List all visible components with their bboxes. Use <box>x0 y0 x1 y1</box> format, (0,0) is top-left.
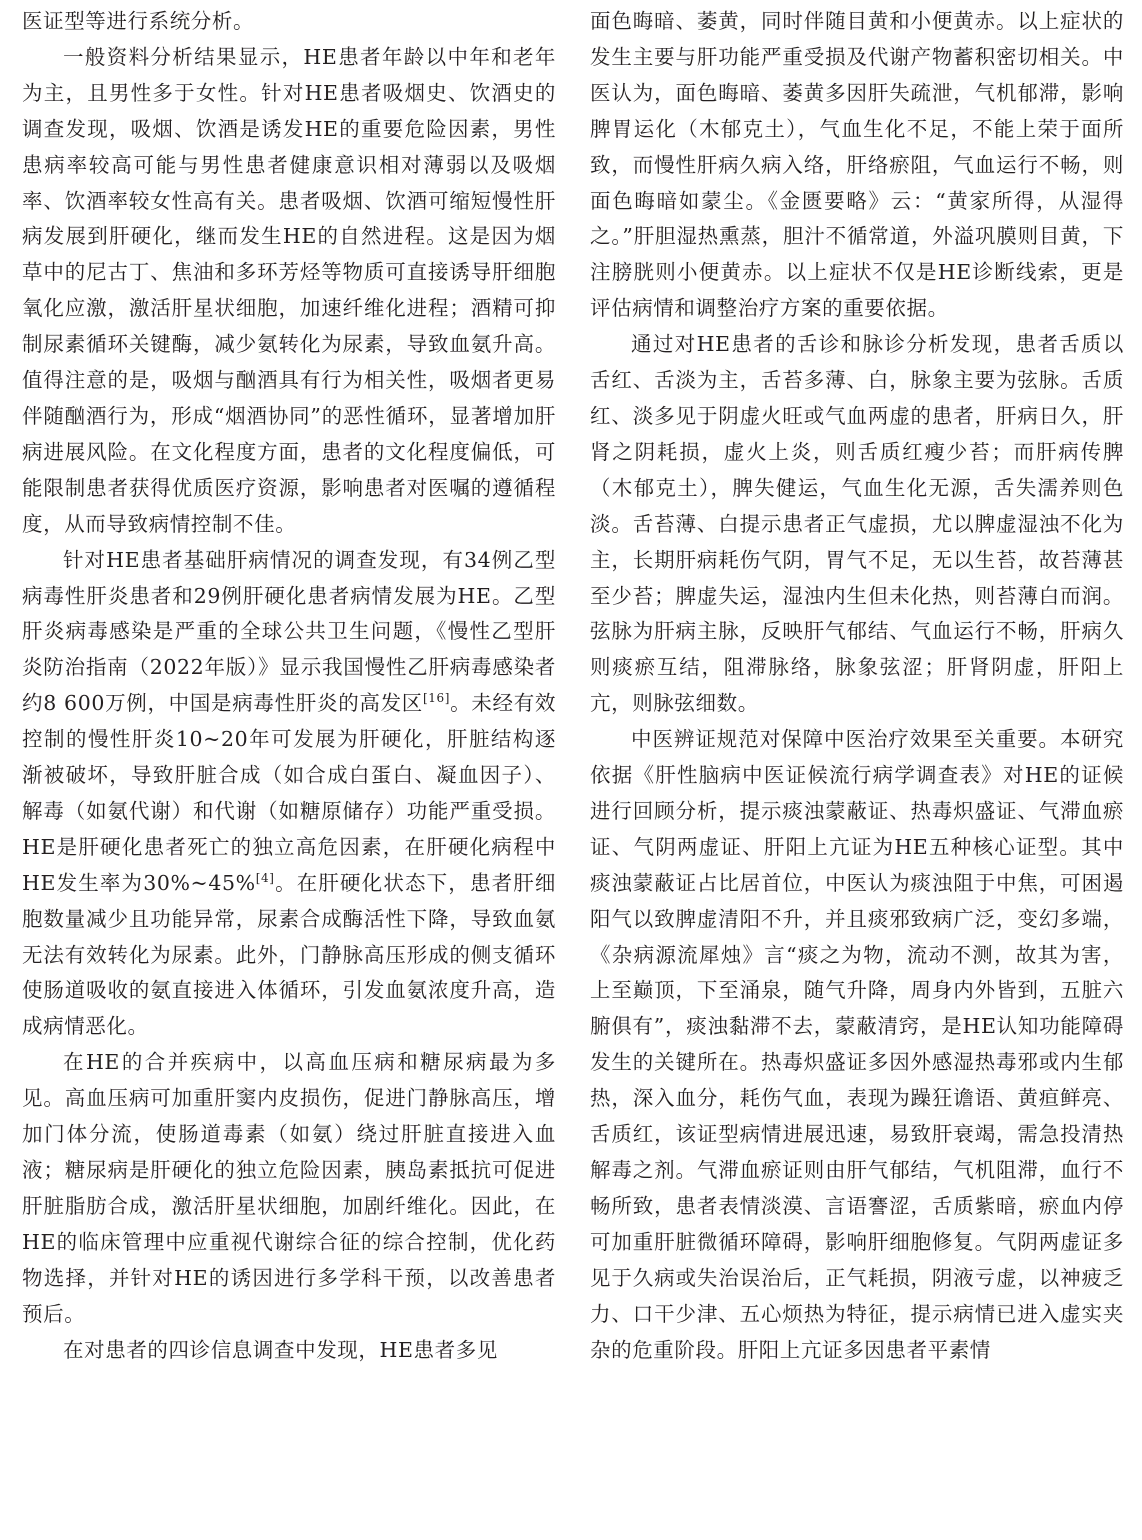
left-column-paragraph <box>22 1045 556 1332</box>
citation-reference: [4] <box>255 870 275 885</box>
paragraph-text: 医证型等进行系统分析。 <box>22 9 255 33</box>
right-column-paragraph <box>590 4 1124 327</box>
paragraph-text: 一般资料分析结果显示，HE患者年龄以中年和老年为主，且男性多于女性。针对HE患者吸烟史、饮酒史的调查发现，吸烟、饮酒是诱发HE的重要危险因素，男性患病率较高可能与男性患者健康意识相对薄弱以及吸烟率、饮酒率较女性高有关。患者吸烟、饮酒可缩短慢性肝病发展到肝硬化，继而发生HE的自然进程。这是因为烟草中的尼古丁、焦油和多环芳烃等物质可直接诱导肝细胞氧化应激，激活肝星状细胞，加速纤维化进程；酒精可抑制尿素循环关键酶，减少氨转化为尿素，导致血氨升高。值得注意的是，吸烟与酗酒具有行为相关性，吸烟者更易伴随酗酒行为，形成“烟酒协同”的恶性循环，显著增加肝病进展风险。在文化程度方面，患者的文化程度偏低，可能限制患者获得优质医疗资源，影响患者对医嘱的遵循程度，从而导致病情控制不佳。 <box>22 44 556 536</box>
right-text-column <box>590 4 1124 1368</box>
left-column-paragraph <box>22 1333 556 1369</box>
left-column-paragraph <box>22 543 556 1046</box>
paragraph-text: 。在肝硬化状态下，患者肝细胞数量减少且功能异常，尿素合成酶活性下降，导致血氨无法有效转化为尿素。此外，门静脉高压形成的侧支循环使肠道吸收的氨直接进入体循环，引发血氨浓度升高，造成病情恶化。 <box>22 870 556 1039</box>
right-column-paragraph <box>590 327 1124 722</box>
citation-reference: [16] <box>422 691 451 706</box>
left-column-paragraph <box>22 4 556 40</box>
left-text-column <box>22 4 556 1368</box>
left-column-paragraph <box>22 40 556 543</box>
paragraph-text: 中医辨证规范对保障中医治疗效果至关重要。本研究依据《肝性脑病中医证候流行病学调查表》对HE的证候进行回顾分析，提示痰浊蒙蔽证、热毒炽盛证、气滞血瘀证、气阴两虚证、肝阳上亢证为HE五种核心证型。其中痰浊蒙蔽证占比居首位，中医认为痰浊阻于中焦，可困遏阳气以致脾虚清阳不升，并且痰邪致病广泛，变幻多端，《杂病源流犀烛》言“痰之为物，流动不测，故其为害，上至巅顶，下至涌泉，随气升降，周身内外皆到，五脏六腑俱有”，痰浊黏滞不去，蒙蔽清窍，是HE认知功能障碍发生的关键所在。热毒炽盛证多因外感湿热毒邪或内生郁热，深入血分，耗伤气血，表现为躁狂谵语、黄疸鲜亮、舌质红，该证型病情进展迅速，易致肝衰竭，需急投清热解毒之剂。气滞血瘀证则由肝气郁结，气机阻滞，血行不畅所致，患者表情淡漠、言语謇涩，舌质紫暗，瘀血内停可加重肝脏微循环障碍，影响肝细胞修复。气阴两虚证多见于久病或失治误治后，正气耗损，阴液亏虚，以神疲乏力、口干少津、五心烦热为特征，提示病情已进入虚实夹杂的危重阶段。肝阳上亢证多因患者平素情 <box>590 727 1124 1362</box>
paragraph-text: 。未经有效控制的慢性肝炎10~20年可发展为肝硬化，肝脏结构逐渐被破坏，导致肝脏合成（如合成白蛋白、凝血因子）、解毒（如氨代谢）和代谢（如糖原储存）功能严重受损。HE是肝硬化患者死亡的独立高危因素，在肝硬化病程中HE发生率为30%~45% <box>22 691 556 895</box>
paragraph-text: 面色晦暗、萎黄，同时伴随目黄和小便黄赤。以上症状的发生主要与肝功能严重受损及代谢产物蓄积密切相关。中医认为，面色晦暗、萎黄多因肝失疏泄，气机郁滞，影响脾胃运化（木郁克土），气血生化不足，不能上荣于面所致，而慢性肝病久病入络，肝络瘀阻，气血运行不畅，则面色晦暗如蒙尘。《金匮要略》云：“黄家所得，从湿得之。”肝胆湿热熏蒸，胆汁不循常道，外溢巩膜则目黄，下注膀胱则小便黄赤。以上症状不仅是HE诊断线索，更是评估病情和调整治疗方案的重要依据。 <box>590 9 1124 321</box>
paragraph-text: 通过对HE患者的舌诊和脉诊分析发现，患者舌质以舌红、舌淡为主，舌苔多薄、白，脉象主要为弦脉。舌质红、淡多见于阴虚火旺或气血两虚的患者，肝病日久，肝肾之阴耗损，虚火上炎，则舌质红瘦少苔；而肝病传脾（木郁克土），脾失健运，气血生化无源，舌失濡养则色淡。舌苔薄、白提示患者正气虚损，尤以脾虚湿浊不化为主，长期肝病耗伤气阴，胃气不足，无以生苔，故苔薄甚至少苔；脾虚失运，湿浊内生但未化热，则苔薄白而润。弦脉为肝病主脉，反映肝气郁结、气血运行不畅，肝病久则痰瘀互结，阻滞脉络，脉象弦涩；肝肾阴虚，肝阳上亢，则脉弦细数。 <box>590 332 1124 716</box>
right-column-paragraph <box>590 722 1124 1368</box>
paragraph-text: 针对HE患者基础肝病情况的调查发现，有34例乙型病毒性肝炎患者和29例肝硬化患者病情发展为HE。乙型肝炎病毒感染是严重的全球公共卫生问题，《慢性乙型肝炎防治指南（2022年版）》显示我国慢性乙肝病毒感染者约8 600万例，中国是病毒性肝炎的高发区 <box>22 547 556 716</box>
paragraph-text: 在HE的合并疾病中，以高血压病和糖尿病最为多见。高血压病可加重肝窦内皮损伤，促进门静脉高压，增加门体分流，使肠道毒素（如氨）绕过肝脏直接进入血液；糖尿病是肝硬化的独立危险因素，胰岛素抵抗可促进肝脏脂肪合成，激活肝星状细胞，加剧纤维化。因此，在HE的临床管理中应重视代谢综合征的综合控制，优化药物选择，并针对HE的诱因进行多学科干预，以改善患者预后。 <box>22 1050 556 1326</box>
paragraph-text: 在对患者的四诊信息调查中发现，HE患者多见 <box>63 1337 498 1362</box>
